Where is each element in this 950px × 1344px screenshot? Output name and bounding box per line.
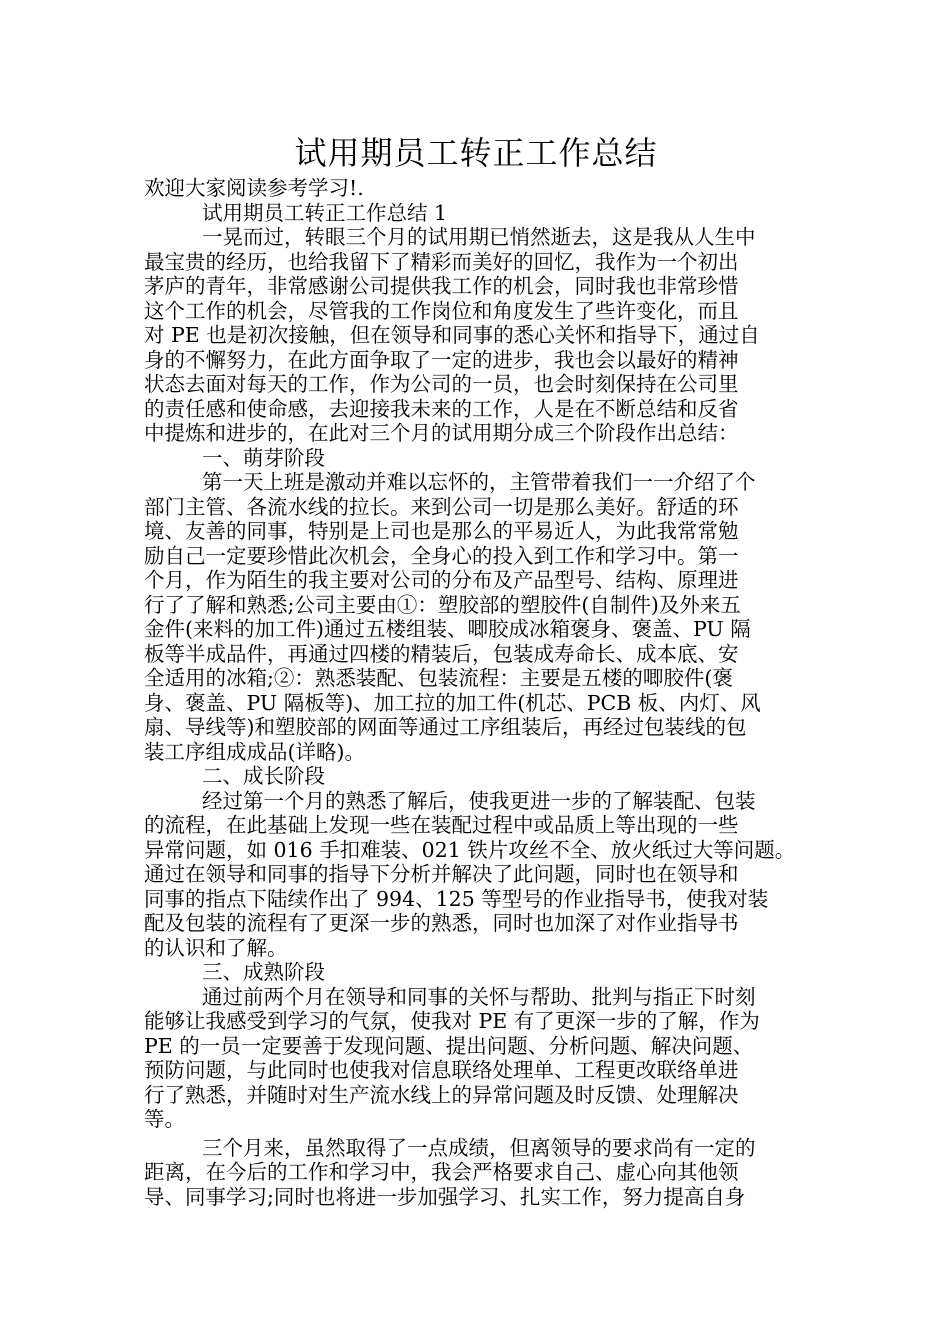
text-line: 金件(来料的加工件)通过五楼组装、唧胶成冰箱褒身、褒盖、PU 隔 (144, 617, 751, 641)
document-title: 试用期员工转正工作总结 (294, 134, 658, 172)
text-line: 身、褒盖、PU 隔板等)、加工拉的加工件(机芯、PCB 板、内灯、风 (144, 690, 761, 715)
text-line: 行了了解和熟悉;公司主要由①：塑胶部的塑胶件(自制件)及外来五 (144, 592, 741, 617)
text-line: 同事的指点下陆续作出了 994、125 等型号的作业指导书，使我对装 (144, 886, 769, 911)
text-line: 三、成熟阶段 (202, 960, 325, 984)
text-line: 中提炼和进步的，在此对三个月的试用期分成三个阶段作出总结： (144, 421, 739, 445)
text-line: 三个月来，虽然取得了一点成绩，但离领导的要求尚有一定的 (202, 1135, 756, 1160)
text-line: 的流程，在此基础上发现一些在装配过程中或品质上等出现的一些 (144, 813, 739, 837)
text-line: 导、同事学习;同时也将进一步加强学习、扎实工作，努力提高自身 (144, 1184, 746, 1209)
paragraph (144, 764, 808, 789)
text-line: 身的不懈努力，在此方面争取了一定的进步，我也会以最好的精神 (144, 347, 739, 372)
intro-line: 欢迎大家阅读参考学习!. (144, 176, 364, 200)
paragraph (144, 985, 808, 1132)
document-page (144, 130, 808, 1209)
text-line: PE 的一员一定要善于发现问题、提出问题、分析问题、解决问题、 (144, 1033, 754, 1058)
text-line: 最宝贵的经历，也给我留下了精彩而美好的回忆，我作为一个初出 (144, 249, 739, 274)
text-line: 个月，作为陌生的我主要对公司的分布及产品型号、结构、原理进 (144, 568, 739, 592)
text-line: 第一天上班是激动并难以忘怀的，主管带着我们一一介绍了个 (202, 470, 756, 494)
text-line: 通过在领导和同事的指导下分析并解决了此问题，同时也在领导和 (144, 862, 739, 886)
text-line: 状态去面对每天的工作，作为公司的一员，也会时刻保持在公司里 (144, 372, 739, 396)
text-line: 行了熟悉，并随时对生产流水线上的异常问题及时反馈、处理解决 (144, 1082, 739, 1107)
text-line: 茅庐的青年，非常感谢公司提供我工作的机会，同时我也非常珍惜 (144, 274, 739, 298)
text-line: 一晃而过，转眼三个月的试用期已悄然逝去，这是我从人生中 (202, 225, 756, 249)
text-line: 经过第一个月的熟悉了解后，使我更进一步的了解装配、包装 (202, 788, 756, 813)
paragraph (144, 470, 808, 764)
text-line: 等。 (144, 1107, 185, 1131)
text-line: 励自己一定要珍惜此次机会，全身心的投入到工作和学习中。第一 (144, 543, 739, 568)
paragraph (144, 789, 808, 961)
text-line: 这个工作的机会，尽管我的工作岗位和角度发生了些许变化，而且 (144, 298, 739, 323)
document-body (144, 225, 808, 1209)
text-line: 境、友善的同事，特别是上司也是那么的平易近人，为此我常常勉 (144, 519, 739, 543)
text-line: 距离，在今后的工作和学习中，我会严格要求自己、虚心向其他领 (144, 1160, 739, 1184)
text-line: 二、成长阶段 (202, 764, 325, 788)
text-line: 板等半成品件，再通过四楼的精装后，包装成寿命长、成本底、安 (144, 641, 739, 666)
paragraph (144, 225, 808, 446)
text-line: 装工序组成成品(详略)。 (144, 739, 365, 764)
text-line: 的认识和了解。 (144, 935, 288, 960)
paragraph (144, 446, 808, 471)
text-line: 配及包装的流程有了更深一步的熟悉，同时也加深了对作业指导书 (144, 911, 739, 935)
paragraph (144, 1136, 808, 1210)
text-line: 扇、导线等)和塑胶部的网面等通过工序组装后，再经过包装线的包 (144, 715, 747, 739)
text-line: 部门主管、各流水线的拉长。来到公司一切是那么美好。舒适的环 (144, 494, 739, 519)
text-line: 通过前两个月在领导和同事的关怀与帮助、批判与指正下时刻 (202, 984, 756, 1009)
paragraph (144, 960, 808, 985)
section-subtitle: 试用期员工转正工作总结 1 (202, 200, 448, 225)
text-line: 一、萌芽阶段 (202, 445, 325, 470)
text-line: 异常问题，如 016 手扣难装、021 铁片攻丝不全、放火纸过大等问题。 (144, 837, 796, 862)
text-line: 的责任感和使命感，去迎接我未来的工作，人是在不断总结和反省 (144, 396, 739, 421)
text-line: 预防问题，与此同时也使我对信息联络处理单、工程更改联络单进 (144, 1058, 739, 1082)
text-line: 能够让我感受到学习的气氛，使我对 PE 有了更深一步的了解，作为 (144, 1009, 760, 1033)
text-line: 对 PE 也是初次接触，但在领导和同事的悉心关怀和指导下，通过自 (144, 323, 760, 347)
text-line: 全适用的冰箱;②：熟悉装配、包装流程：主要是五楼的唧胶件(褒 (144, 666, 733, 690)
